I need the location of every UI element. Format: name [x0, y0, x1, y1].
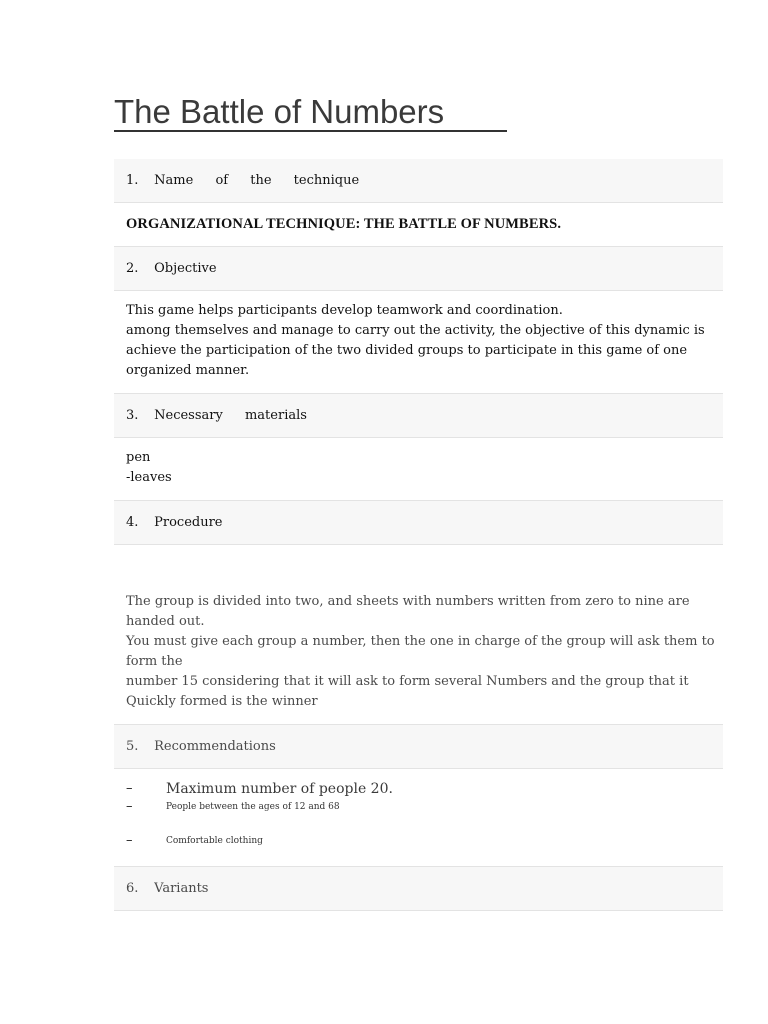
section-header-recommendations	[114, 725, 723, 769]
section-label: Variants	[154, 881, 209, 896]
section-label-word: Name	[154, 173, 194, 188]
section-header-procedure	[114, 501, 723, 545]
section-number: 6.	[126, 881, 139, 896]
section-label-word: technique	[293, 173, 360, 188]
paragraph-line: organized manner.	[126, 363, 250, 378]
material-item: pen	[126, 450, 151, 465]
section-label-word: of	[215, 173, 229, 188]
section-header-name	[114, 159, 723, 203]
paragraph-line: This game helps participants develop teamwork and coordination.	[126, 303, 563, 318]
section-label-word: materials	[244, 408, 307, 423]
paragraph-line: The group is divided into two, and sheets with numbers written from zero to nine are handed out.	[126, 594, 690, 629]
page-title: The Battle of Numbers	[114, 92, 507, 132]
paragraph-line: achieve the participation of the two divided groups to participate in this game of one	[126, 343, 688, 358]
paragraph-line: Quickly formed is the winner	[126, 694, 318, 709]
list-item	[126, 780, 723, 798]
section-number: 3.	[126, 408, 139, 423]
paragraph-line: number 15 considering that it will ask to form several Numbers and the group that it	[126, 674, 689, 689]
section-label-word: Necessary	[154, 408, 223, 423]
section-label: Objective	[154, 261, 217, 276]
section-header-variants	[114, 867, 723, 911]
technique-name-text: ORGANIZATIONAL TECHNIQUE: THE BATTLE OF NUMBERS.	[114, 203, 723, 247]
dash-bullet: –	[126, 833, 133, 848]
section-number: 5.	[126, 739, 139, 754]
section-header-objective	[114, 247, 723, 291]
section-label: Procedure	[154, 515, 223, 530]
recommendations-list	[114, 769, 723, 867]
objective-text	[114, 291, 723, 394]
list-item-text: People between the ages of 12 and 68	[166, 802, 340, 812]
paragraph-line: You must give each group a number, then the one in charge of the group will ask them to form the	[126, 634, 715, 669]
dash-bullet: –	[126, 781, 133, 796]
section-number: 2.	[126, 261, 139, 276]
list-item-text: Maximum number of people 20.	[166, 781, 393, 797]
section-number: 4.	[126, 515, 139, 530]
materials-text	[114, 438, 723, 501]
section-label: Recommendations	[154, 739, 276, 754]
section-label-word: the	[250, 173, 272, 188]
list-item	[126, 798, 723, 816]
paragraph-line: among themselves and manage to carry out the activity, the objective of this dynamic is	[126, 323, 705, 338]
technique-table	[114, 159, 723, 911]
dash-bullet: –	[126, 799, 133, 814]
section-header-materials	[114, 394, 723, 438]
procedure-text	[114, 545, 723, 725]
material-item: -leaves	[126, 470, 172, 485]
list-item-text: Comfortable clothing	[166, 836, 263, 846]
section-number: 1.	[126, 173, 139, 188]
list-item	[126, 832, 723, 850]
